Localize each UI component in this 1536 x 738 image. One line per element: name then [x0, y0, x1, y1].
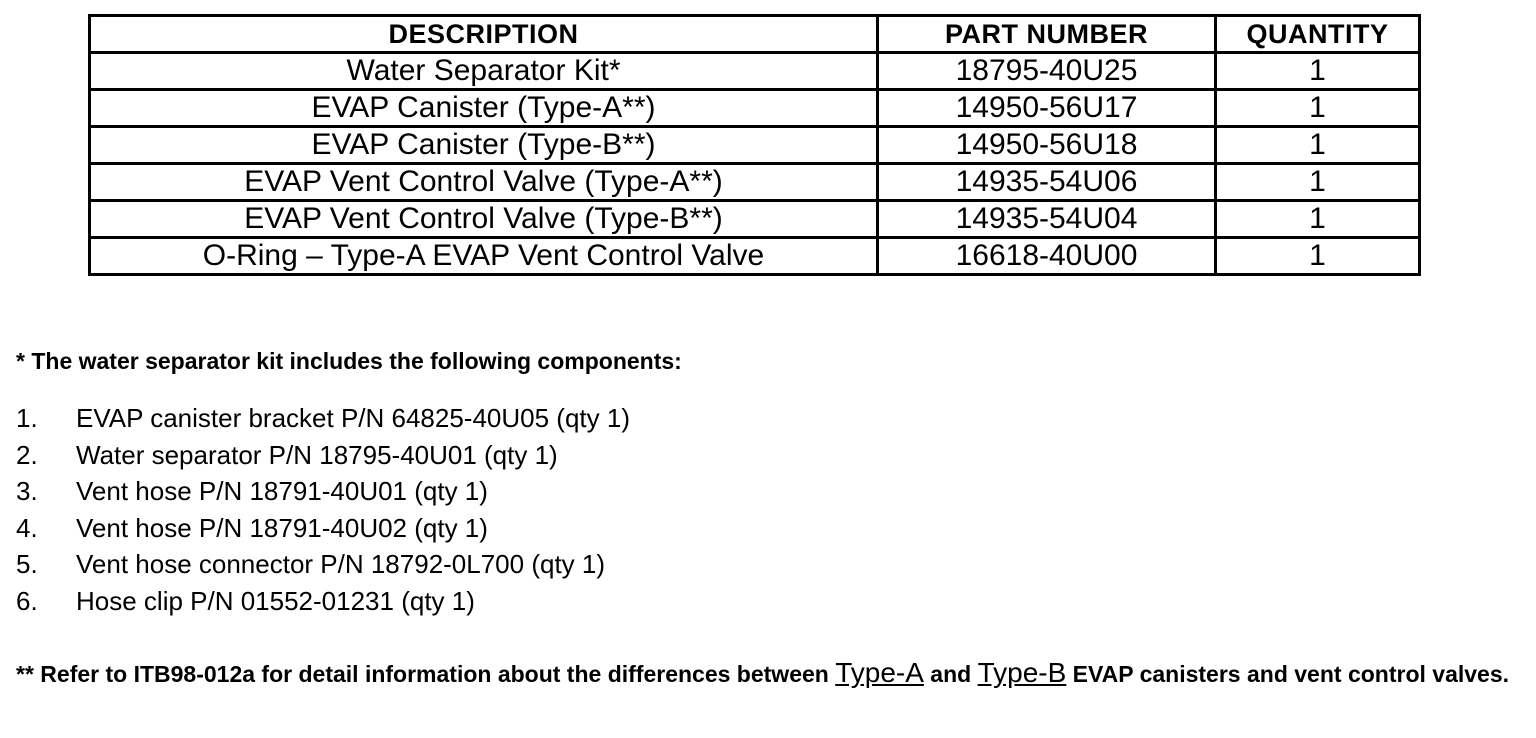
- cell-description: EVAP Vent Control Valve (Type-A**): [90, 164, 878, 201]
- kit-components-list: [16, 400, 630, 620]
- type-a-reference: Type-A: [835, 657, 924, 688]
- list-item-text: EVAP canister bracket P/N 64825-40U05 (qty 1): [76, 403, 630, 433]
- list-item-text: Vent hose P/N 18791-40U02 (qty 1): [76, 512, 488, 543]
- list-item-number: 6.: [16, 585, 38, 616]
- table-row: [90, 164, 1420, 201]
- cell-part-number: 16618-40U00: [878, 238, 1216, 275]
- list-item: [16, 437, 630, 474]
- header-description: DESCRIPTION: [90, 16, 878, 53]
- table-row: [90, 201, 1420, 238]
- table-header-row: [90, 16, 1420, 53]
- parts-table: [88, 14, 1421, 276]
- footnote-text-lead: ** Refer to ITB98-012a for detail information about the differences between: [16, 661, 836, 687]
- kit-components-heading: * The water separator kit includes the following components:: [16, 348, 682, 374]
- list-item-number: 3.: [16, 476, 38, 507]
- type-b-reference: Type-B: [977, 657, 1067, 688]
- cell-description: EVAP Canister (Type-A**): [90, 90, 878, 127]
- list-item-number: 5.: [16, 549, 38, 580]
- cell-part-number: 14950-56U17: [878, 90, 1216, 127]
- cell-quantity: 1: [1216, 164, 1420, 201]
- cell-quantity: 1: [1216, 90, 1420, 127]
- list-item: [16, 583, 630, 620]
- cell-part-number: 18795-40U25: [878, 53, 1216, 90]
- list-item: [16, 546, 630, 583]
- cell-quantity: 1: [1216, 238, 1420, 275]
- cell-description: O-Ring – Type-A EVAP Vent Control Valve: [90, 238, 878, 275]
- list-item-text: Vent hose P/N 18791-40U01 (qty 1): [76, 476, 488, 507]
- cell-quantity: 1: [1216, 53, 1420, 90]
- footnote-text-and: and: [923, 661, 978, 687]
- list-item-text: Vent hose connector P/N 18792-0L700 (qty 1): [76, 549, 606, 580]
- cell-part-number: 14935-54U04: [878, 201, 1216, 238]
- cell-description: EVAP Canister (Type-B**): [90, 127, 878, 164]
- list-item-number: 1.: [16, 403, 38, 433]
- list-item-text: Water separator P/N 18795-40U01 (qty 1): [76, 439, 558, 470]
- list-item-number: 2.: [16, 439, 38, 470]
- header-quantity: QUANTITY: [1216, 16, 1420, 53]
- list-item: [16, 473, 630, 510]
- table-row: [90, 90, 1420, 127]
- list-item: [16, 510, 630, 547]
- cell-description: Water Separator Kit*: [90, 53, 878, 90]
- cell-part-number: 14950-56U18: [878, 127, 1216, 164]
- cell-quantity: 1: [1216, 201, 1420, 238]
- footnote-text-tail: EVAP canisters and vent control valves.: [1066, 661, 1510, 687]
- header-part-number: PART NUMBER: [878, 16, 1216, 53]
- cell-description: EVAP Vent Control Valve (Type-B**): [90, 201, 878, 238]
- table-row: [90, 238, 1420, 275]
- list-item: [16, 400, 630, 437]
- cell-part-number: 14935-54U06: [878, 164, 1216, 201]
- table-row: [90, 127, 1420, 164]
- list-item-number: 4.: [16, 512, 38, 543]
- table-row: [90, 53, 1420, 90]
- type-footnote: [16, 654, 1521, 693]
- list-item-text: Hose clip P/N 01552-01231 (qty 1): [76, 585, 475, 616]
- cell-quantity: 1: [1216, 127, 1420, 164]
